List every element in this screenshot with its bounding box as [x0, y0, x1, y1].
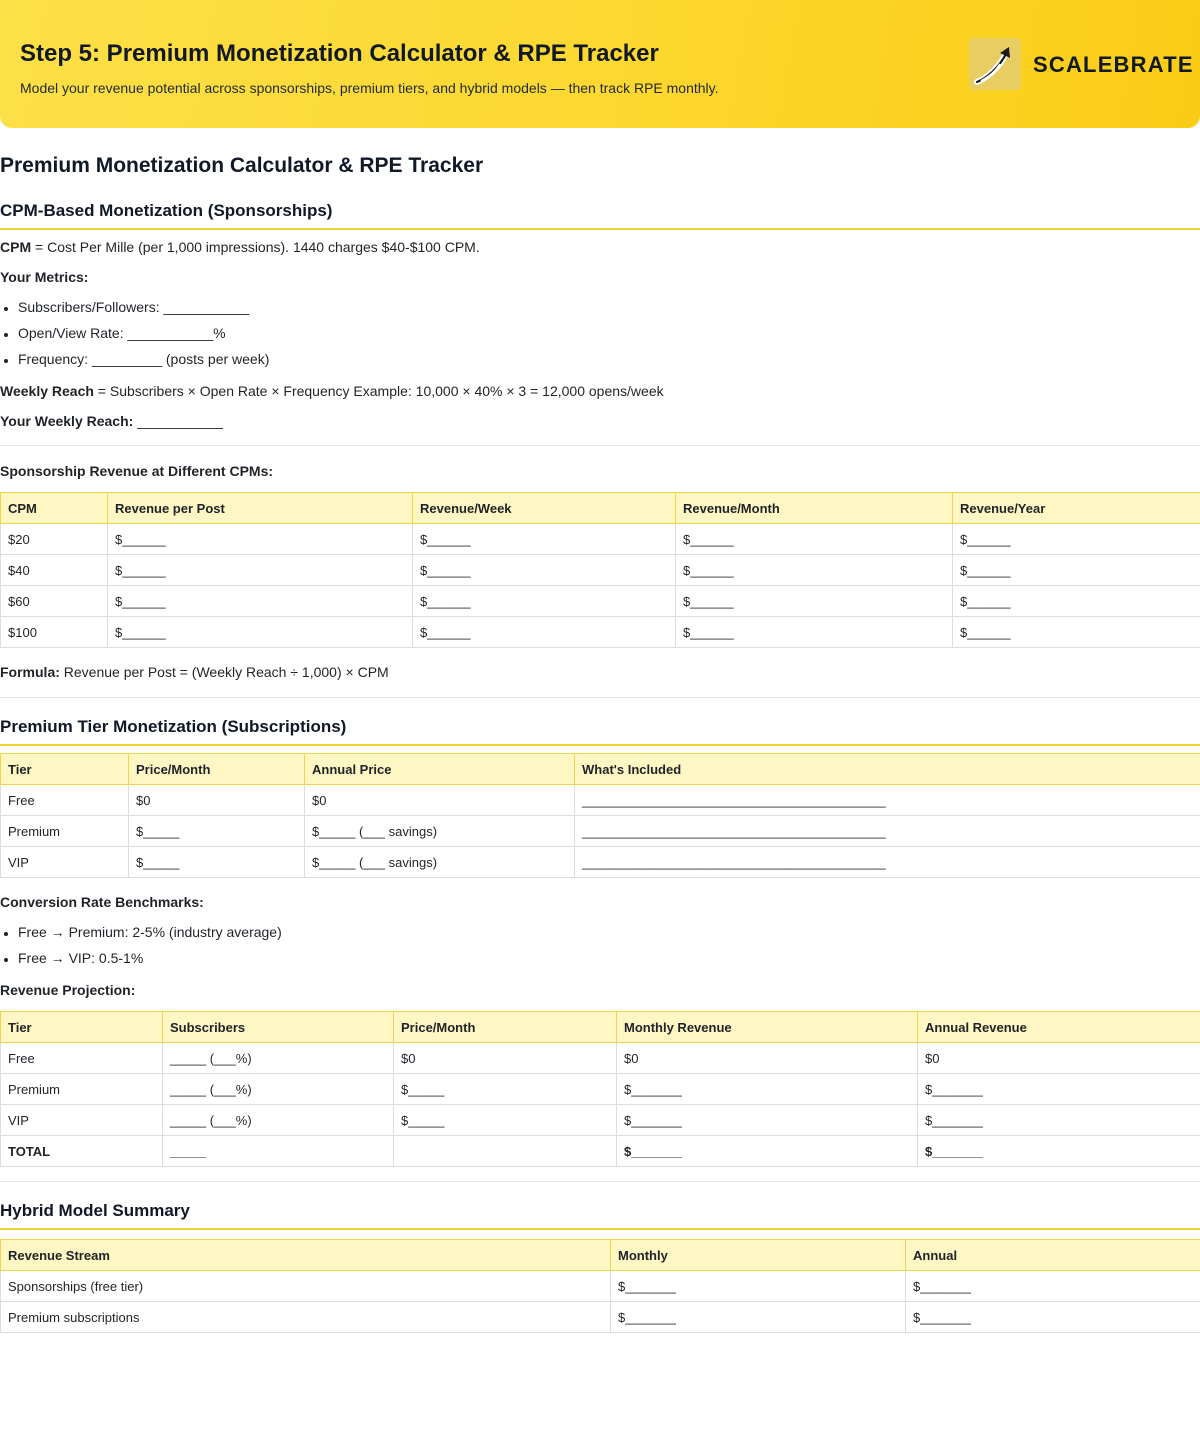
- table-row: [1, 555, 1200, 586]
- weekly-reach-formula: Weekly Reach = Subscribers × Open Rate × Frequency Example: 10,000 × 40% × 3 = 12,000 opens/week: [0, 382, 1200, 400]
- table-row: [1, 847, 1200, 878]
- table-cell: $100: [1, 617, 108, 648]
- table-cell[interactable]: $_____: [394, 1074, 617, 1105]
- page-header-title: Step 5: Premium Monetization Calculator & RPE Tracker: [20, 40, 659, 68]
- table-cell: $40: [1, 555, 108, 586]
- table-cell[interactable]: $______: [953, 586, 1200, 617]
- table-row: [1, 1105, 1200, 1136]
- table-row: [1, 785, 1200, 816]
- table-cell[interactable]: _____ (___%): [163, 1043, 394, 1074]
- page-header-subtitle: Model your revenue potential across sponsorships, premium tiers, and hybrid models — then track RPE monthly.: [20, 80, 719, 96]
- column-header: Price/Month: [129, 754, 305, 785]
- table-row: [1, 617, 1200, 648]
- table-cell[interactable]: $_____: [129, 816, 305, 847]
- projection-label: Revenue Projection:: [0, 981, 1200, 999]
- table-row: [1, 586, 1200, 617]
- table-cell[interactable]: $_______: [906, 1302, 1200, 1333]
- cpm-definition: CPM = Cost Per Mille (per 1,000 impressions). 1440 charges $40-$100 CPM.: [0, 238, 1200, 256]
- column-header: Revenue/Month: [676, 493, 953, 524]
- table-cell[interactable]: _____: [163, 1136, 394, 1167]
- column-header: Tier: [1, 1012, 163, 1043]
- table-cell: [394, 1136, 617, 1167]
- table-cell[interactable]: $_______: [617, 1074, 918, 1105]
- revenue-projection-table: [0, 1011, 1200, 1167]
- header-banner: [0, 0, 1200, 128]
- list-item: • Free → VIP: 0.5-1%: [18, 949, 1200, 967]
- column-header: Annual Price: [305, 754, 575, 785]
- table-row: [1, 524, 1200, 555]
- table-cell[interactable]: $_______: [617, 1105, 918, 1136]
- table-cell[interactable]: $______: [953, 617, 1200, 648]
- table-cell[interactable]: $_____ (___ savings): [305, 816, 575, 847]
- table-cell[interactable]: $_____ (___ savings): [305, 847, 575, 878]
- table-cell[interactable]: $_______: [906, 1271, 1200, 1302]
- list-item: • Subscribers/Followers: ___________: [18, 298, 1200, 316]
- revenue-formula: Formula: Revenue per Post = (Weekly Reach ÷ 1,000) × CPM: [0, 663, 1200, 681]
- column-header: CPM: [1, 493, 108, 524]
- column-header: What's Included: [575, 754, 1200, 785]
- table-cell[interactable]: $______: [108, 524, 413, 555]
- table-row: [1, 816, 1200, 847]
- table-row: [1, 1074, 1200, 1105]
- table-cell[interactable]: $______: [953, 524, 1200, 555]
- premium-tier-table: [0, 753, 1200, 878]
- table-row: [1, 1271, 1200, 1302]
- column-header: Revenue/Week: [413, 493, 676, 524]
- metrics-list: [0, 298, 1200, 368]
- table-row: [1, 1302, 1200, 1333]
- table-cell: Premium: [1, 816, 129, 847]
- your-weekly-reach: Your Weekly Reach: ___________: [0, 412, 1200, 430]
- table-cell: Premium: [1, 1074, 163, 1105]
- table-cell: Sponsorships (free tier): [1, 1271, 611, 1302]
- list-item: • Free → Premium: 2-5% (industry average): [18, 923, 1200, 941]
- table-cell[interactable]: __________________________________________: [575, 816, 1200, 847]
- table-cell: $60: [1, 586, 108, 617]
- hybrid-section-heading: Hybrid Model Summary: [0, 1201, 1200, 1230]
- hybrid-summary-table: [0, 1239, 1200, 1333]
- your-metrics-label: Your Metrics:: [0, 268, 1200, 286]
- table-cell: $0: [617, 1043, 918, 1074]
- table-cell[interactable]: $______: [676, 586, 953, 617]
- table-cell: TOTAL: [1, 1136, 163, 1167]
- column-header: Price/Month: [394, 1012, 617, 1043]
- column-header: Tier: [1, 754, 129, 785]
- table-cell: $0: [129, 785, 305, 816]
- document-title: Premium Monetization Calculator & RPE Tracker: [0, 154, 1200, 178]
- table-cell[interactable]: _____ (___%): [163, 1105, 394, 1136]
- table-cell: VIP: [1, 847, 129, 878]
- table-cell[interactable]: $______: [413, 586, 676, 617]
- list-item: • Open/View Rate: ___________%: [18, 324, 1200, 342]
- premium-section-heading: Premium Tier Monetization (Subscriptions): [0, 717, 1200, 746]
- table-cell[interactable]: $_____: [394, 1105, 617, 1136]
- column-header: Revenue per Post: [108, 493, 413, 524]
- sponsorship-table-label: Sponsorship Revenue at Different CPMs:: [0, 462, 1200, 480]
- table-cell: $20: [1, 524, 108, 555]
- table-cell[interactable]: $______: [676, 524, 953, 555]
- table-cell[interactable]: $_______: [611, 1302, 906, 1333]
- table-cell[interactable]: __________________________________________: [575, 847, 1200, 878]
- growth-arrow-icon: [969, 38, 1021, 90]
- table-cell: VIP: [1, 1105, 163, 1136]
- table-cell: $0: [305, 785, 575, 816]
- table-cell[interactable]: $_______: [617, 1136, 918, 1167]
- column-header: Revenue/Year: [953, 493, 1200, 524]
- table-cell[interactable]: $______: [108, 586, 413, 617]
- column-header: Monthly Revenue: [617, 1012, 918, 1043]
- table-cell[interactable]: $_______: [918, 1105, 1200, 1136]
- table-row: [1, 1043, 1200, 1074]
- table-cell[interactable]: $______: [108, 555, 413, 586]
- table-cell[interactable]: $_______: [611, 1271, 906, 1302]
- table-cell: Free: [1, 785, 129, 816]
- column-header: Annual Revenue: [918, 1012, 1200, 1043]
- table-cell: Premium subscriptions: [1, 1302, 611, 1333]
- table-cell[interactable]: $_____: [129, 847, 305, 878]
- column-header: Annual: [906, 1240, 1200, 1271]
- table-cell: $0: [918, 1043, 1200, 1074]
- cpm-section-heading: CPM-Based Monetization (Sponsorships): [0, 201, 1200, 230]
- brand-name: SCALEBRATE: [1033, 52, 1194, 78]
- table-cell[interactable]: $_______: [918, 1136, 1200, 1167]
- table-cell: Free: [1, 1043, 163, 1074]
- table-cell[interactable]: $______: [953, 555, 1200, 586]
- list-item: • Frequency: _________ (posts per week): [18, 350, 1200, 368]
- benchmarks-label: Conversion Rate Benchmarks:: [0, 893, 1200, 911]
- benchmarks-list: [0, 923, 1200, 967]
- table-total-row: [1, 1136, 1200, 1167]
- table-cell[interactable]: $______: [676, 617, 953, 648]
- table-cell[interactable]: __________________________________________: [575, 785, 1200, 816]
- sponsorship-revenue-table: [0, 492, 1200, 648]
- table-cell[interactable]: $______: [413, 555, 676, 586]
- column-header: Monthly: [611, 1240, 906, 1271]
- column-header: Subscribers: [163, 1012, 394, 1043]
- table-cell[interactable]: $______: [108, 617, 413, 648]
- table-cell: $0: [394, 1043, 617, 1074]
- table-cell[interactable]: $______: [413, 524, 676, 555]
- table-cell[interactable]: $______: [413, 617, 676, 648]
- table-cell[interactable]: $_______: [918, 1074, 1200, 1105]
- table-cell[interactable]: _____ (___%): [163, 1074, 394, 1105]
- column-header: Revenue Stream: [1, 1240, 611, 1271]
- table-cell[interactable]: $______: [676, 555, 953, 586]
